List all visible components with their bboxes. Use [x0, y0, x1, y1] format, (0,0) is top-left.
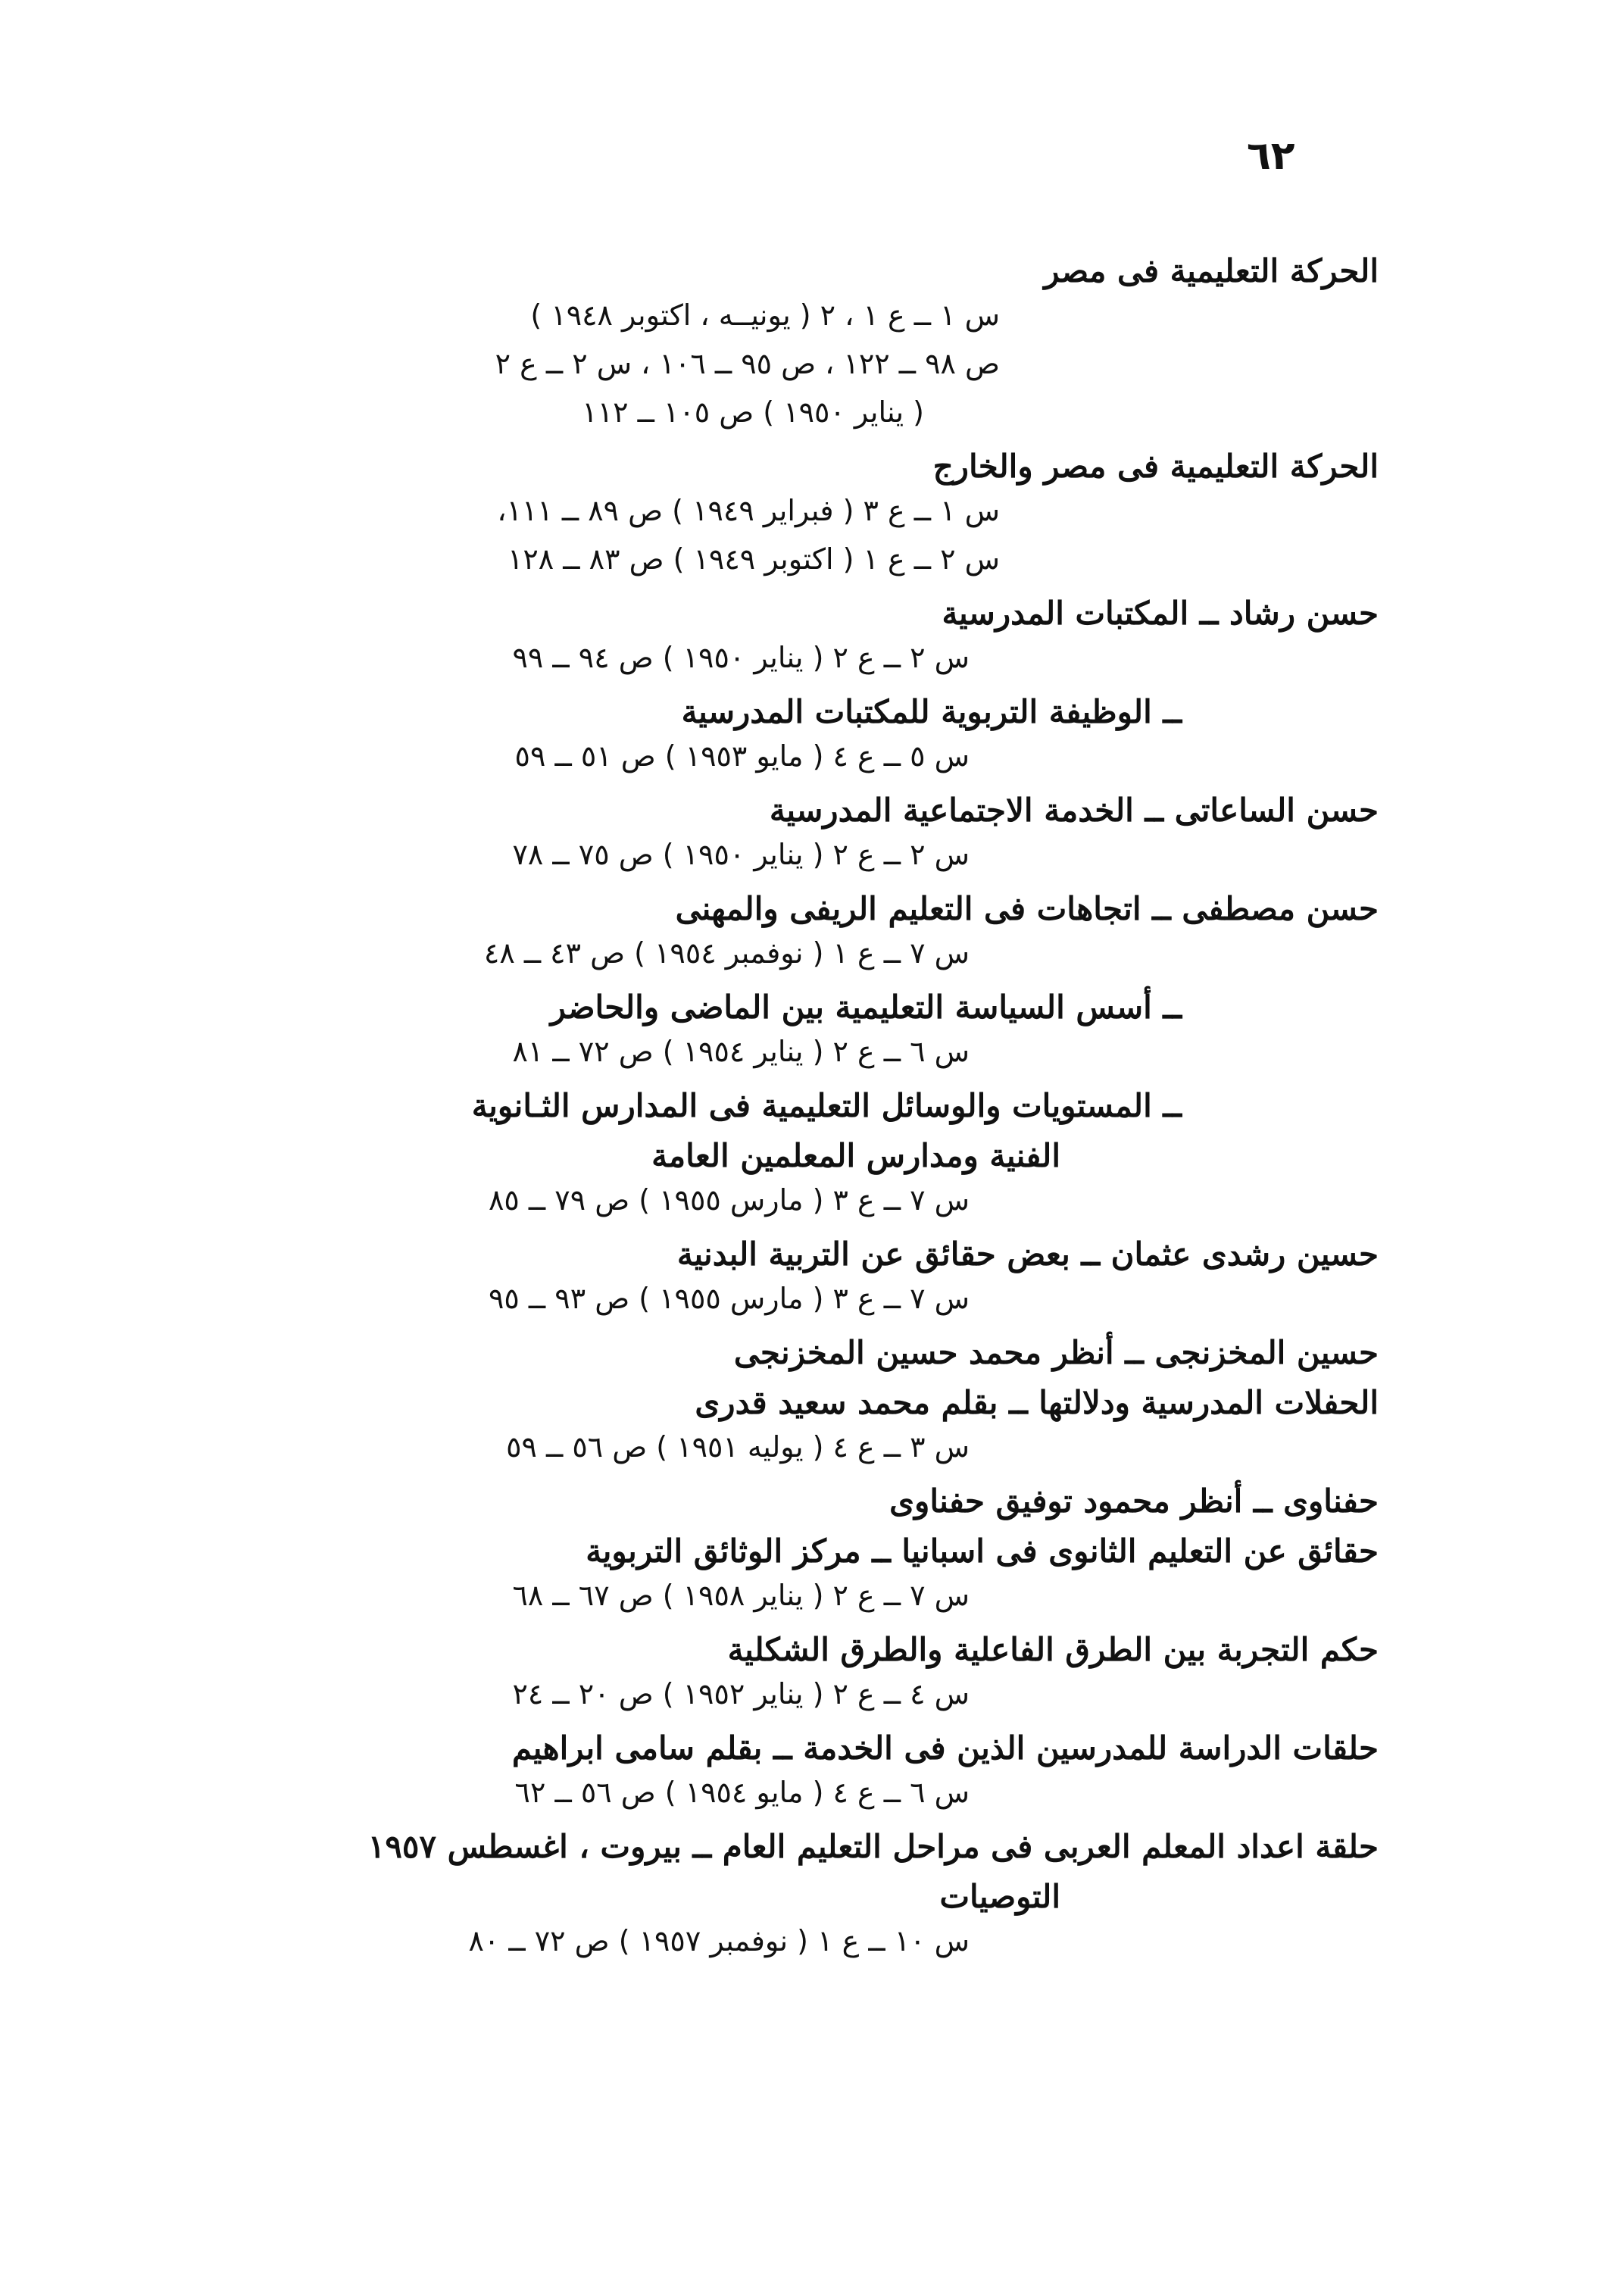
- entry-citation: س ٦ ــ ع ٢ ( يناير ١٩٥٤ ) ص ٧٢ ــ ٨١: [512, 1035, 970, 1068]
- entry-title: الحفلات المدرسية ودلالتها ــ بقلم محمد سعيد قدرى: [695, 1384, 1379, 1421]
- entry-citation: س ٧ ــ ع ١ ( نوفمبر ١٩٥٤ ) ص ٤٣ ــ ٤٨: [483, 936, 970, 970]
- entry-title: حلقة اعداد المعلم العربى فى مراحل التعليم العام ــ بيروت ، اغسطس ١٩٥٧: [367, 1828, 1379, 1865]
- entry-citation: س ٢ ــ ع ٢ ( يناير ١٩٥٠ ) ص ٩٤ ــ ٩٩: [512, 641, 970, 674]
- entry-citation: س ١ ــ ع ١ ، ٢ ( يونيــه ، اكتوبر ١٩٤٨ ): [530, 298, 1000, 332]
- entry-citation: س ٧ ــ ع ٣ ( مارس ١٩٥٥ ) ص ٧٩ ــ ٨٥: [489, 1183, 970, 1217]
- entry-citation: ( يناير ١٩٥٠ ) ص ١٠٥ ــ ١١٢: [582, 395, 924, 429]
- entry-cross-reference: حسين المخزنجى ــ أنظر محمد حسين المخزنجى: [733, 1334, 1379, 1371]
- entry-citation: س ١٠ ــ ع ١ ( نوفمبر ١٩٥٧ ) ص ٧٢ ــ ٨٠: [468, 1924, 970, 1957]
- page-number: ٦٢: [1247, 133, 1295, 179]
- entry-subtitle: ــ الوظيفة التربوية للمكتبات المدرسية: [681, 693, 1182, 730]
- entry-citation: س ٢ ــ ع ٢ ( يناير ١٩٥٠ ) ص ٧٥ ــ ٧٨: [512, 838, 970, 871]
- entry-title: حكم التجربة بين الطرق الفاعلية والطرق الشكلية: [727, 1631, 1379, 1668]
- entry-citation: س ٤ ــ ع ٢ ( يناير ١٩٥٢ ) ص ٢٠ ــ ٢٤: [512, 1677, 970, 1711]
- entry-subtitle: ــ أسس السياسة التعليمية بين الماضى والحاضر: [550, 989, 1182, 1026]
- entry-citation: س ٣ ــ ع ٤ ( يوليه ١٩٥١ ) ص ٥٦ ــ ٥٩: [506, 1430, 970, 1464]
- entry-title: الحركة التعليمية فى مصر والخارج: [932, 448, 1379, 485]
- entry-citation: س ٦ ــ ع ٤ ( مايو ١٩٥٤ ) ص ٥٦ ــ ٦٢: [514, 1776, 970, 1809]
- entry-citation: س ٢ ــ ع ١ ( اكتوبر ١٩٤٩ ) ص ٨٣ ــ ١٢٨: [507, 542, 1000, 576]
- entry-title: حسن الساعاتى ــ الخدمة الاجتماعية المدرسية: [769, 792, 1379, 829]
- entry-cross-reference: حفناوى ــ أنظر محمود توفيق حفناوى: [889, 1483, 1379, 1520]
- entry-title: حلقات الدراسة للمدرسين الذين فى الخدمة ــ بقلم سامى ابراهيم: [511, 1729, 1379, 1767]
- entry-title: حسن رشاد ــ المكتبات المدرسية: [942, 595, 1379, 632]
- entry-title: حقائق عن التعليم الثانوى فى اسبانيا ــ مركز الوثائق التربوية: [586, 1533, 1379, 1570]
- entry-citation: س ٧ ــ ع ٢ ( يناير ١٩٥٨ ) ص ٦٧ ــ ٦٨: [512, 1579, 970, 1612]
- entry-title: حسين رشدى عثمان ــ بعض حقائق عن التربية البدنية: [676, 1236, 1379, 1273]
- entry-citation: ص ٩٨ ــ ١٢٢ ، ص ٩٥ ــ ١٠٦ ، س ٢ ــ ع ٢: [495, 347, 1000, 380]
- entry-subtitle-continued: التوصيات: [939, 1878, 1060, 1915]
- entry-citation: س ١ ــ ع ٣ ( فبراير ١٩٤٩ ) ص ٨٩ ــ ١١١،: [497, 494, 1000, 527]
- index-entries: [227, 241, 1379, 1965]
- entry-title: حسن مصطفى ــ اتجاهات فى التعليم الريفى والمهنى: [675, 890, 1379, 927]
- entry-citation: س ٧ ــ ع ٣ ( مارس ١٩٥٥ ) ص ٩٣ ــ ٩٥: [489, 1282, 970, 1315]
- entry-subtitle: ــ المستويات والوسائل التعليمية فى المدارس الثـانوية: [471, 1087, 1182, 1124]
- entry-title: الحركة التعليمية فى مصر: [1044, 252, 1379, 289]
- entry-subtitle-continued: الفنية ومدارس المعلمين العامة: [651, 1137, 1060, 1174]
- entry-citation: س ٥ ــ ع ٤ ( مايو ١٩٥٣ ) ص ٥١ ــ ٥٩: [514, 739, 970, 773]
